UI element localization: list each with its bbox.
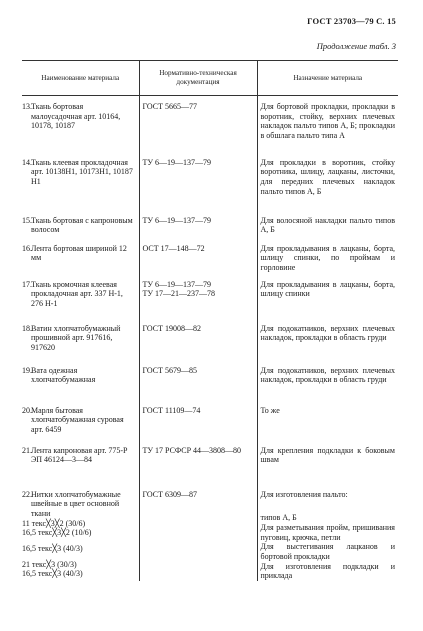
purpose-cell: Для прокладки в воротник, стойку воротника, шлицу, лацканы, листочки, для передних плечевых накладок пальто типов А, Б bbox=[257, 158, 398, 216]
documentation-cell: ТУ 6—19—137—79 bbox=[139, 216, 257, 244]
material-name-cell: 21.Лента капроновая арт. 775-Р ЭП 46124—3—84 bbox=[22, 445, 128, 465]
material-name-cell: 20.Марля бытовая хлопчатобумажная суровая арт. 6459 bbox=[22, 405, 124, 434]
table-row bbox=[22, 158, 398, 216]
purpose-cell: То же bbox=[257, 406, 398, 446]
purpose-cell: Для подокатников, верхних плечевых накладок, прокладки в область груди bbox=[257, 366, 398, 406]
documentation-cell: ТУ 6—19—137—79 ТУ 17—21—237—78 bbox=[139, 280, 257, 324]
documentation-cell: ТУ 6—19—137—79 bbox=[139, 158, 257, 216]
documentation-cell: ГОСТ 6309—87 bbox=[139, 490, 257, 582]
table-row bbox=[22, 366, 398, 406]
documentation-cell: ГОСТ 11109—74 bbox=[139, 406, 257, 446]
documentation-cell: ГОСТ 5679—85 bbox=[139, 366, 257, 406]
materials-table bbox=[22, 60, 398, 581]
material-name-cell: 17.Ткань кромочная клеевая прокладочная арт. 337 Н-1, 276 Н-1 bbox=[22, 279, 123, 308]
material-name-cell: 13.Ткань бортовая малоусадочная арт. 10164, 10178, 10187 bbox=[22, 102, 121, 131]
column-header-material: Наименование материала bbox=[22, 61, 139, 96]
page-header: ГОСТ 23703—79 С. 15 bbox=[307, 16, 396, 26]
table-row bbox=[22, 216, 398, 244]
documentation-cell: ТУ 17 РСФСР 44—3808—80 bbox=[139, 446, 257, 490]
table-row bbox=[22, 446, 398, 490]
table-header-row bbox=[22, 61, 398, 96]
purpose-cell: Для волосяной накладки пальто типов А, Б bbox=[257, 216, 398, 244]
table-row bbox=[22, 96, 398, 158]
material-name-cell: 19.Вата одежная хлопчатобумажная bbox=[22, 365, 96, 385]
documentation-cell: ОСТ 17—148—72 bbox=[139, 244, 257, 280]
purpose-cell: Для прокладывания в лацканы, борта, шлицу спинки bbox=[257, 280, 398, 324]
purpose-cell: Для бортовой прокладки, прокладки в воротник, стойку, верхних плечевых накладок пальто типов А, Б; прокладки в обшлага пальто типа А bbox=[257, 96, 398, 158]
material-name-cell: 16.Лента бортовая шириной 12 мм bbox=[22, 243, 127, 263]
table-row bbox=[22, 490, 398, 582]
purpose-cell: Для крепления подкладки к боковым швам bbox=[257, 446, 398, 490]
material-name-cell: 14.Ткань клеевая прокладочная арт. 10138Н1, 10173Н1, 10187 Н1 bbox=[22, 157, 133, 186]
documentation-cell: ГОСТ 19008—82 bbox=[139, 324, 257, 366]
table-row bbox=[22, 406, 398, 446]
column-header-purpose: Назначение материала bbox=[257, 61, 398, 96]
documentation-cell: ГОСТ 5665—77 bbox=[139, 96, 257, 158]
column-header-documentation: Нормативно-техническая документация bbox=[139, 61, 257, 96]
material-name-cell: 15.Ткань бортовая с капроновым волосом bbox=[22, 215, 133, 235]
purpose-cell: Для изготовления пальто: типов А, Б Для разметывания пройм, пришивания пуговиц, крючка, петли Для выстегивания лацканов и бортовой прокладки Для изготовления подкладки и приклада bbox=[257, 490, 398, 582]
table-row bbox=[22, 280, 398, 324]
material-name-cell: 18.Ватин хлопчатобумажный прошивной арт. 917616, 917620 bbox=[22, 323, 121, 352]
table-row bbox=[22, 324, 398, 366]
purpose-cell: Для прокладывания в лацканы, борта, шлицу спинки, по проймам и горловине bbox=[257, 244, 398, 280]
purpose-cell: Для подокатников, верхних плечевых накладок, прокладки в область груди bbox=[257, 324, 398, 366]
table-row bbox=[22, 244, 398, 280]
table-continuation-label: Продолжение табл. 3 bbox=[316, 41, 396, 51]
material-name-cell: 22.Нитки хлопчатобумажные швейные в цвет основной ткани 11 текс╳3╳2 (30/6) 16,5 текс╳3╳2 (10/6) 16,5 текс╳3 (40/3) 21 текс╳3 (30/3) 16,5 текс╳3 (40/3) bbox=[22, 489, 121, 579]
